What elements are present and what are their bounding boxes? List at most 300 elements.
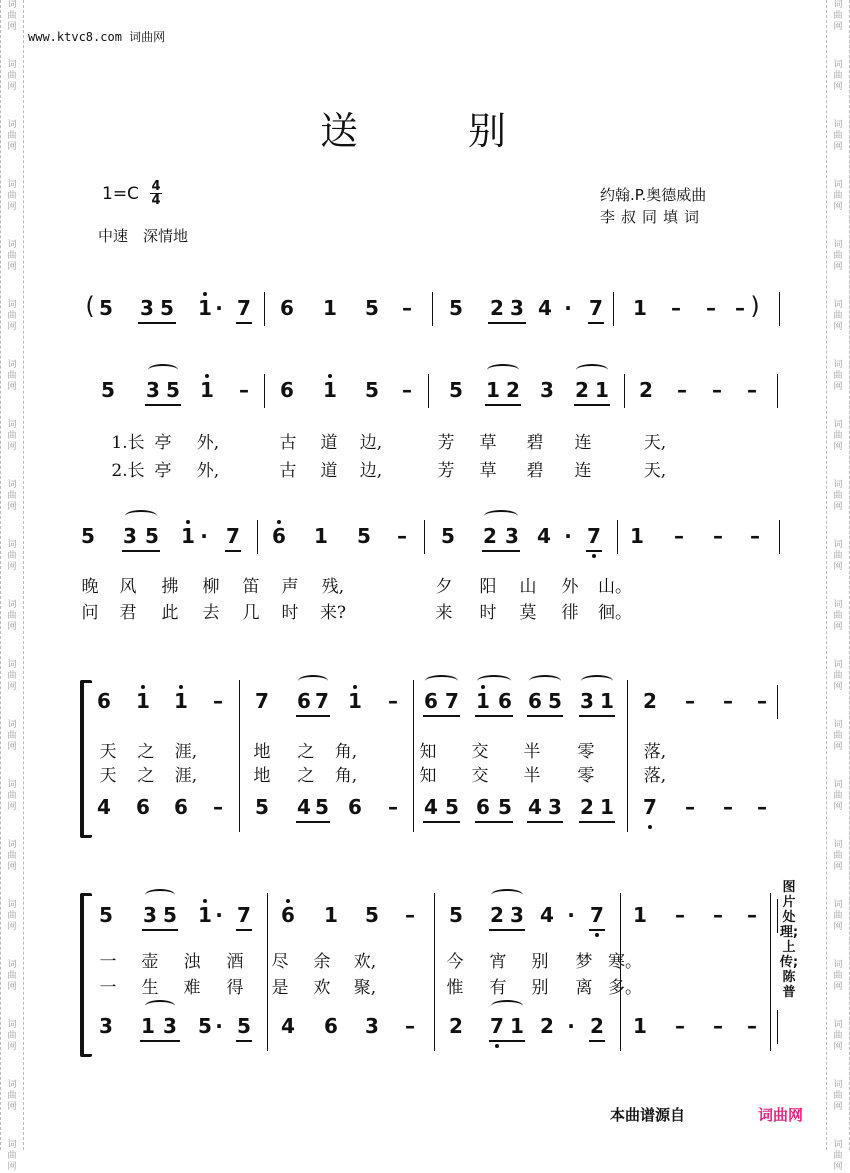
lyric-syllable: 酒 bbox=[226, 952, 244, 972]
note: 2 bbox=[490, 296, 504, 320]
lyric-syllable: 知 bbox=[419, 766, 437, 786]
lyric-syllable: 天 bbox=[99, 742, 117, 762]
watermark-mark: 词 曲 网 bbox=[7, 240, 17, 272]
beam-underline bbox=[236, 322, 252, 324]
lyric-syllable: 交 bbox=[471, 742, 489, 762]
lyrics-line-1 bbox=[0, 947, 850, 971]
octave-dot-above bbox=[286, 899, 290, 903]
lyrics-line-2 bbox=[0, 456, 850, 480]
note: 1 bbox=[181, 524, 195, 548]
lyrics-line-1 bbox=[0, 428, 850, 452]
beam-underline bbox=[485, 404, 521, 406]
end-barline bbox=[777, 899, 778, 933]
octave-dot-above bbox=[203, 899, 207, 903]
note: 1 bbox=[141, 1014, 155, 1038]
lyricist-credit: 李叔同填词 bbox=[600, 208, 706, 226]
note: 7 bbox=[255, 689, 269, 713]
watermark-mark: 词 曲 网 bbox=[7, 60, 17, 92]
beam-underline bbox=[489, 1040, 525, 1042]
slur-arc bbox=[477, 675, 511, 687]
sustain-dash: – bbox=[713, 524, 723, 548]
octave-dot-above bbox=[141, 685, 145, 689]
lyric-syllable: 几 bbox=[242, 603, 260, 623]
note: 6 bbox=[281, 903, 295, 927]
note: 5 bbox=[101, 378, 115, 402]
octave-dot-below bbox=[595, 933, 599, 937]
lyric-syllable: 零 bbox=[577, 742, 595, 762]
lyric-syllable: 君 bbox=[119, 603, 137, 623]
slur-arc bbox=[491, 889, 523, 901]
sustain-dash: – bbox=[402, 296, 412, 320]
lyric-syllable: 柳 bbox=[202, 577, 220, 597]
watermark-mark: 词 曲 网 bbox=[7, 600, 17, 632]
slur-arc bbox=[529, 675, 561, 687]
sustain-dash: – bbox=[750, 524, 760, 548]
watermark-mark: 词 曲 网 bbox=[833, 540, 843, 572]
lyric-syllable: 涯, bbox=[174, 766, 198, 786]
note: 5 bbox=[445, 795, 459, 819]
lyric-syllable: 半 bbox=[523, 766, 541, 786]
lyric-syllable: 之 bbox=[137, 742, 155, 762]
notation-line bbox=[0, 895, 850, 935]
note: 5 bbox=[145, 524, 159, 548]
slur-arc bbox=[491, 1000, 523, 1012]
watermark-mark: 词 曲 网 bbox=[7, 840, 17, 872]
lyric-syllable: 声 bbox=[281, 577, 299, 597]
lyric-syllable: 落, bbox=[643, 742, 667, 762]
watermark-mark: 词 曲 网 bbox=[833, 300, 843, 332]
song-title: 送别 bbox=[320, 109, 617, 153]
beam-underline bbox=[589, 1040, 605, 1042]
note: 2 bbox=[540, 1014, 554, 1038]
sustain-dash: – bbox=[675, 903, 685, 927]
lyric-syllable: 壶 bbox=[141, 952, 159, 972]
octave-dot-above bbox=[179, 685, 183, 689]
watermark-mark: 词 曲 网 bbox=[833, 660, 843, 692]
beam-underline bbox=[527, 821, 563, 823]
beam-underline bbox=[138, 322, 176, 324]
lyric-syllable: 余 bbox=[313, 952, 331, 972]
lyric-syllable: 角, bbox=[334, 742, 358, 762]
note: 2 bbox=[590, 1014, 604, 1038]
beam-underline bbox=[296, 821, 330, 823]
sustain-dash: – bbox=[674, 524, 684, 548]
watermark-mark: 词 曲 网 bbox=[7, 1140, 17, 1172]
barline bbox=[617, 520, 618, 554]
site-url[interactable]: www.ktvc8.com 词曲网 bbox=[28, 30, 166, 44]
beam-underline bbox=[527, 715, 563, 717]
octave-dot-below bbox=[592, 554, 596, 558]
beam-underline bbox=[475, 715, 513, 717]
watermark-mark: 词 曲 网 bbox=[7, 180, 17, 212]
sustain-dash: – bbox=[397, 524, 407, 548]
lyric-syllable: 之 bbox=[297, 766, 315, 786]
note: 7 bbox=[590, 903, 604, 927]
beam-underline bbox=[423, 715, 460, 717]
lyric-syllable: 别 bbox=[531, 978, 549, 998]
time-signature-bottom: 4 bbox=[151, 193, 161, 208]
watermark-mark: 词 曲 网 bbox=[7, 1020, 17, 1052]
lyric-syllable: 梦 bbox=[575, 952, 593, 972]
barline bbox=[264, 374, 265, 408]
sustain-dash: – bbox=[706, 296, 716, 320]
lyric-syllable: 宵 bbox=[489, 952, 507, 972]
lyric-syllable: 边, bbox=[359, 461, 383, 481]
sustain-dash: – bbox=[213, 689, 223, 713]
note: 5 bbox=[365, 378, 379, 402]
slur-arc bbox=[487, 364, 519, 376]
augmentation-dot: · bbox=[215, 296, 223, 320]
note: 6 bbox=[324, 1014, 338, 1038]
notation-line bbox=[0, 288, 850, 328]
system-barline bbox=[627, 680, 628, 832]
lyric-syllable: 连 bbox=[574, 433, 592, 453]
note: 1 bbox=[324, 903, 338, 927]
beam-underline bbox=[579, 715, 615, 717]
lyric-syllable: 外 bbox=[561, 577, 579, 597]
augmentation-dot: · bbox=[567, 903, 575, 927]
barline bbox=[264, 292, 265, 326]
note: 1 bbox=[595, 378, 609, 402]
watermark-mark: 词 曲 网 bbox=[7, 0, 17, 32]
beam-underline bbox=[574, 404, 610, 406]
slur-arc bbox=[145, 1000, 175, 1012]
sustain-dash: – bbox=[757, 689, 767, 713]
note: 1 bbox=[476, 689, 490, 713]
end-barline bbox=[779, 292, 780, 326]
slur-arc bbox=[484, 510, 518, 522]
lyric-syllable: 山。 bbox=[598, 577, 632, 597]
beam-underline bbox=[142, 929, 178, 931]
lyric-syllable: 来? bbox=[319, 603, 347, 623]
slur-arc bbox=[581, 675, 613, 687]
note: 6 bbox=[498, 689, 512, 713]
notation-line bbox=[0, 516, 850, 556]
watermark-mark: 词 曲 网 bbox=[7, 300, 17, 332]
note: 5 bbox=[357, 524, 371, 548]
lyric-syllable: 知 bbox=[419, 742, 437, 762]
note: 2 bbox=[449, 1014, 463, 1038]
upload-credit: 图片处理;上传;陈普 bbox=[779, 880, 799, 1000]
footer-source-label: 本曲谱源自 bbox=[610, 1106, 686, 1124]
note: 1 bbox=[633, 903, 647, 927]
sustain-dash: – bbox=[713, 903, 723, 927]
notation-line bbox=[0, 681, 850, 721]
note: 5 bbox=[160, 296, 174, 320]
sustain-dash: – bbox=[402, 378, 412, 402]
system-barline bbox=[267, 893, 268, 1051]
lyric-syllable: 涯, bbox=[174, 742, 198, 762]
note: 3 bbox=[505, 524, 519, 548]
note: 5 bbox=[99, 903, 113, 927]
octave-dot-below bbox=[495, 1044, 499, 1048]
note: 1 bbox=[323, 378, 337, 402]
note: 7 bbox=[490, 1014, 504, 1038]
watermark-mark: 词 曲 网 bbox=[7, 480, 17, 512]
note: 1 bbox=[633, 1014, 647, 1038]
lyric-syllable: 浊 bbox=[183, 952, 201, 972]
augmentation-dot: · bbox=[215, 1014, 223, 1038]
lyric-syllable: 多。 bbox=[608, 978, 642, 998]
note: 3 bbox=[580, 689, 594, 713]
note: 4 bbox=[97, 795, 111, 819]
notation-line bbox=[0, 1006, 850, 1046]
slur-arc bbox=[145, 889, 175, 901]
lyric-syllable: 天, bbox=[643, 461, 667, 481]
sustain-dash: – bbox=[747, 1014, 757, 1038]
lyric-syllable: 残, bbox=[321, 577, 345, 597]
note: 6 bbox=[280, 296, 294, 320]
sustain-dash: – bbox=[735, 296, 745, 320]
watermark-mark: 词 曲 网 bbox=[7, 420, 17, 452]
note: 1 bbox=[323, 296, 337, 320]
time-signature-top: 4 bbox=[151, 179, 161, 194]
lyric-syllable: 古 bbox=[279, 461, 297, 481]
note: 1 bbox=[136, 689, 150, 713]
barline bbox=[428, 374, 429, 408]
key-signature: 1=C bbox=[102, 184, 139, 204]
note: 6 bbox=[272, 524, 286, 548]
sustain-dash: – bbox=[405, 1014, 415, 1038]
lyric-syllable: 欢 bbox=[313, 978, 331, 998]
lyric-syllable: 山 bbox=[519, 577, 537, 597]
lyric-syllable: 芳 bbox=[437, 461, 455, 481]
watermark-mark: 词 曲 网 bbox=[833, 360, 843, 392]
lyric-syllable: 边, bbox=[359, 433, 383, 453]
lyric-syllable: 草 bbox=[479, 461, 497, 481]
sustain-dash: – bbox=[747, 903, 757, 927]
note: 6 bbox=[97, 689, 111, 713]
note: 6 bbox=[424, 689, 438, 713]
note: 5 bbox=[99, 296, 113, 320]
note: 7 bbox=[226, 524, 240, 548]
slur-arc bbox=[298, 675, 328, 687]
sustain-dash: – bbox=[712, 378, 722, 402]
lyric-syllable: 笛 bbox=[242, 577, 260, 597]
lyric-syllable: 外, bbox=[196, 433, 220, 453]
sustain-dash: – bbox=[757, 795, 767, 819]
barline bbox=[257, 520, 258, 554]
lyric-syllable: 2.长 bbox=[111, 461, 145, 481]
lyric-syllable: 离 bbox=[575, 978, 593, 998]
lyric-syllable: 晚 bbox=[81, 577, 99, 597]
lyric-syllable: 有 bbox=[489, 978, 507, 998]
barline bbox=[424, 520, 425, 554]
sustain-dash: – bbox=[239, 378, 249, 402]
end-barline bbox=[777, 685, 778, 719]
watermark-mark: 词 曲 网 bbox=[7, 900, 17, 932]
lyrics-line-1 bbox=[0, 737, 850, 761]
lyric-syllable: 角, bbox=[334, 766, 358, 786]
watermark-mark: 词 曲 网 bbox=[833, 420, 843, 452]
note: 1 bbox=[198, 903, 212, 927]
augmentation-dot: · bbox=[564, 296, 572, 320]
lyric-syllable: 落, bbox=[643, 766, 667, 786]
note: 1 bbox=[630, 524, 644, 548]
watermark-mark: 词 曲 网 bbox=[7, 120, 17, 152]
lyric-syllable: 尽 bbox=[271, 952, 289, 972]
note: 3 bbox=[510, 903, 524, 927]
note: 3 bbox=[99, 1014, 113, 1038]
note: 6 bbox=[174, 795, 188, 819]
note: 5 bbox=[365, 903, 379, 927]
watermark-mark: 词 曲 网 bbox=[833, 720, 843, 752]
lyric-syllable: 一 bbox=[99, 952, 117, 972]
note: 4 bbox=[540, 903, 554, 927]
end-barline bbox=[777, 374, 778, 408]
note: 3 bbox=[540, 378, 554, 402]
beam-underline bbox=[236, 1040, 252, 1042]
note: 3 bbox=[163, 1014, 177, 1038]
note: 5 bbox=[365, 296, 379, 320]
lyric-syllable: 碧 bbox=[526, 461, 544, 481]
system-barline bbox=[239, 680, 240, 832]
watermark-mark: 词 曲 网 bbox=[7, 540, 17, 572]
lyric-syllable: 草 bbox=[479, 433, 497, 453]
repeat-parenthesis: ) bbox=[750, 292, 760, 320]
slur-arc bbox=[148, 364, 178, 376]
beam-underline bbox=[475, 821, 513, 823]
lyric-syllable: 连 bbox=[574, 461, 592, 481]
lyric-syllable: 莫 bbox=[519, 603, 537, 623]
lyric-syllable: 之 bbox=[137, 766, 155, 786]
lyric-syllable: 风 bbox=[119, 577, 137, 597]
augmentation-dot: · bbox=[567, 1014, 575, 1038]
note: 4 bbox=[538, 296, 552, 320]
notation-line bbox=[0, 370, 850, 410]
watermark-mark: 词 曲 网 bbox=[833, 180, 843, 212]
note: 1 bbox=[314, 524, 328, 548]
watermark-mark: 词 曲 网 bbox=[7, 360, 17, 392]
note: 4 bbox=[297, 795, 311, 819]
watermark-mark: 词 曲 网 bbox=[833, 900, 843, 932]
lyrics-line-2 bbox=[0, 598, 850, 622]
note: 6 bbox=[280, 378, 294, 402]
octave-dot-above bbox=[353, 685, 357, 689]
watermark-mark: 词 曲 网 bbox=[833, 600, 843, 632]
note: 1 bbox=[486, 378, 500, 402]
lyric-syllable: 时 bbox=[281, 603, 299, 623]
note: 3 bbox=[123, 524, 137, 548]
beam-underline bbox=[122, 550, 160, 552]
note: 5 bbox=[449, 903, 463, 927]
composer-credit: 约翰.P.奥德威曲 bbox=[600, 186, 707, 204]
barline bbox=[613, 292, 614, 326]
lyric-syllable: 别 bbox=[531, 952, 549, 972]
augmentation-dot: · bbox=[215, 903, 223, 927]
octave-dot-above bbox=[186, 520, 190, 524]
note: 3 bbox=[510, 296, 524, 320]
lyric-syllable: 问 bbox=[81, 603, 99, 623]
beam-underline bbox=[225, 550, 241, 552]
sustain-dash: – bbox=[747, 378, 757, 402]
note: 5 bbox=[237, 1014, 251, 1038]
system-barline bbox=[413, 680, 414, 832]
lyric-syllable: 今 bbox=[446, 952, 464, 972]
watermark-mark: 词 曲 网 bbox=[7, 660, 17, 692]
note: 7 bbox=[237, 903, 251, 927]
slur-arc bbox=[576, 364, 608, 376]
note: 7 bbox=[643, 795, 657, 819]
note: 6 bbox=[136, 795, 150, 819]
barline bbox=[432, 292, 433, 326]
augmentation-dot: · bbox=[200, 524, 208, 548]
note: 2 bbox=[483, 524, 497, 548]
lyric-syllable: 交 bbox=[471, 766, 489, 786]
sustain-dash: – bbox=[405, 903, 415, 927]
note: 3 bbox=[143, 903, 157, 927]
lyric-syllable: 此 bbox=[161, 603, 179, 623]
lyric-syllable: 阳 bbox=[479, 577, 497, 597]
watermark-mark: 词 曲 网 bbox=[833, 780, 843, 812]
note: 6 bbox=[297, 689, 311, 713]
end-barline bbox=[777, 1010, 778, 1044]
note: 2 bbox=[490, 903, 504, 927]
footer-brand-link[interactable]: 词曲网 bbox=[758, 1106, 804, 1124]
tempo-marking: 中速 深情地 bbox=[98, 227, 189, 245]
note: 5 bbox=[81, 524, 95, 548]
sustain-dash: – bbox=[685, 689, 695, 713]
sustain-dash: – bbox=[723, 689, 733, 713]
lyric-syllable: 道 bbox=[320, 461, 338, 481]
note: 5 bbox=[449, 378, 463, 402]
end-barline bbox=[779, 520, 780, 554]
note: 1 bbox=[174, 689, 188, 713]
watermark-mark: 词 曲 网 bbox=[833, 60, 843, 92]
sustain-dash: – bbox=[723, 795, 733, 819]
slur-arc bbox=[425, 675, 458, 687]
sustain-dash: – bbox=[213, 795, 223, 819]
octave-dot-above bbox=[205, 374, 209, 378]
beam-underline bbox=[236, 929, 252, 931]
octave-dot-above bbox=[203, 292, 207, 296]
watermark-mark: 词 曲 网 bbox=[833, 120, 843, 152]
note: 5 bbox=[449, 296, 463, 320]
system-brace bbox=[80, 893, 92, 1057]
lyric-syllable: 外, bbox=[196, 461, 220, 481]
sustain-dash: – bbox=[677, 378, 687, 402]
note: 7 bbox=[315, 689, 329, 713]
watermark-mark: 词 曲 网 bbox=[833, 1140, 843, 1172]
lyric-syllable: 难 bbox=[183, 978, 201, 998]
lyric-syllable: 亭 bbox=[154, 433, 172, 453]
lyric-syllable: 欢, bbox=[353, 952, 377, 972]
note: 3 bbox=[140, 296, 154, 320]
lyric-syllable: 一 bbox=[99, 978, 117, 998]
lyric-syllable: 之 bbox=[297, 742, 315, 762]
lyric-syllable: 徊。 bbox=[598, 603, 632, 623]
note: 2 bbox=[580, 795, 594, 819]
lyric-syllable: 去 bbox=[202, 603, 220, 623]
system-brace bbox=[80, 680, 92, 838]
beam-underline bbox=[488, 322, 526, 324]
note: 4 bbox=[528, 795, 542, 819]
lyric-syllable: 亭 bbox=[154, 461, 172, 481]
lyric-syllable: 天, bbox=[643, 433, 667, 453]
note: 1 bbox=[600, 795, 614, 819]
watermark-mark: 词 曲 网 bbox=[833, 1080, 843, 1112]
lyric-syllable: 来 bbox=[435, 603, 453, 623]
note: 5 bbox=[315, 795, 329, 819]
lyric-syllable: 是 bbox=[271, 978, 289, 998]
watermark-mark: 词 曲 网 bbox=[833, 480, 843, 512]
sustain-dash: – bbox=[675, 1014, 685, 1038]
watermark-mark: 词 曲 网 bbox=[7, 720, 17, 752]
note: 6 bbox=[528, 689, 542, 713]
watermark-mark: 词 曲 网 bbox=[833, 0, 843, 32]
beam-underline bbox=[586, 550, 602, 552]
octave-dot-above bbox=[277, 520, 281, 524]
